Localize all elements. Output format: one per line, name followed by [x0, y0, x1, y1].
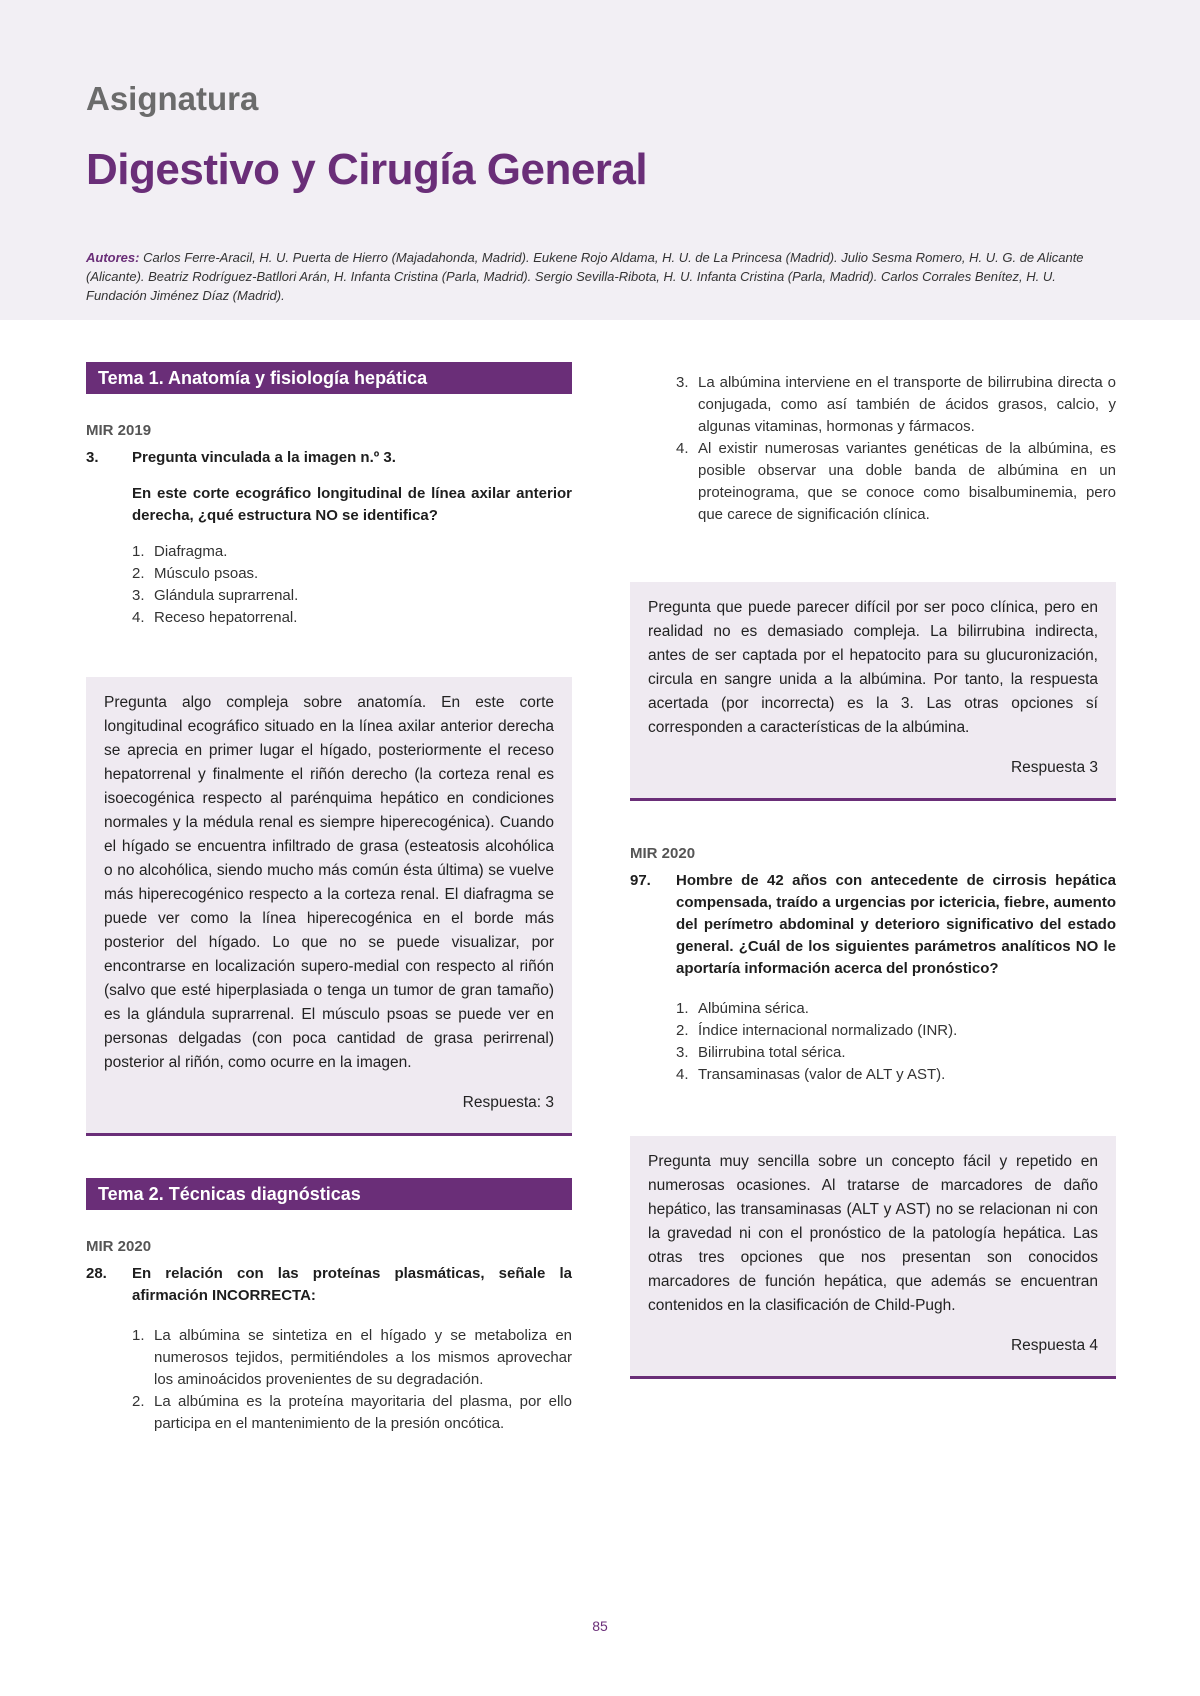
subject-label: Asignatura	[86, 80, 259, 117]
section-heading-tema-2: Tema 2. Técnicas diagnósticas	[86, 1178, 572, 1210]
option-item: 3. Glándula suprarrenal.	[132, 587, 299, 604]
option-item: 3. Bilirrubina total sérica.	[676, 1044, 846, 1061]
exam-year: MIR 2020	[86, 1238, 152, 1255]
answer-label: Respuesta: 3	[462, 1094, 554, 1111]
left-column	[86, 362, 572, 1435]
option-item: 2. La albúmina es la proteína mayoritaria del plasma, por ello participa en el mantenimiento de la presión oncótica.	[132, 1393, 572, 1432]
options-list	[676, 998, 1116, 1086]
section-heading-tema-1: Tema 1. Anatomía y fisiología hepática	[86, 362, 572, 394]
explanation-text: Pregunta que puede parecer difícil por ser poco clínica, pero en realidad no es demasiado compleja. La bilirrubina indirecta, antes de ser captada por el hepatocito para su glucuronización, circula en sangre unida a la albúmina. Por tanto, la respuesta acertada (por incorrecta) es la 3. Las otras opciones sí corresponden a características de la albúmina.	[648, 599, 1098, 736]
explanation-box	[86, 677, 572, 1136]
question-28	[86, 1263, 572, 1307]
authors	[86, 248, 1096, 305]
option-item: 1. Diafragma.	[132, 543, 228, 560]
option-item: 3. La albúmina interviene en el transporte de bilirrubina directa o conjugada, como así también de ácidos grasos, calcio, y algunas vitaminas, hormonas y fármacos.	[676, 374, 1116, 435]
exam-year: MIR 2020	[630, 845, 696, 862]
answer-label: Respuesta 4	[1010, 1337, 1098, 1354]
authors-text: Carlos Ferre-Aracil, H. U. Puerta de Hierro (Majadahonda, Madrid). Eukene Rojo Aldama, H. U. de La Princesa (Madrid). Julio Sesma Romero, H. U. G. de Alicante (Alicante). Beatriz Rodríguez-Batllori Arán, H. Infanta Cristina (Parla, Madrid). Sergio Sevilla-Ribota, H. U. Infanta Cristina (Parla, Madrid). Carlos Corrales Benítez, H. U. Fundación Jiménez Díaz (Madrid).	[86, 250, 1084, 303]
options-list	[132, 1325, 572, 1435]
options-list	[132, 541, 572, 629]
option-item: 1. Albúmina sérica.	[676, 1000, 809, 1017]
question-stem: Hombre de 42 años con antecedente de cirrosis hepática compensada, traído a urgencias por ictericia, fiebre, aumento del perímetro abdominal y deterioro significativo del estado general. ¿Cuál de los siguientes parámetros analíticos NO le aportaría información acerca del pronóstico?	[676, 872, 1116, 977]
option-item: 4. Al existir numerosas variantes genéticas de la albúmina, es posible observar una doble banda de albúmina en un proteinograma, que se conoce como bisalbuminemia, pero que carece de significación clínica.	[676, 440, 1116, 523]
question-number: 3.	[86, 449, 99, 466]
option-item: 4. Transaminasas (valor de ALT y AST).	[676, 1066, 946, 1083]
option-item: 1. La albúmina se sintetiza en el hígado y se metaboliza en numerosos tejidos, permitiéndoles a los mismos aprovechar los aminoácidos provenientes de su degradación.	[132, 1327, 572, 1388]
question-number: 28.	[86, 1265, 107, 1282]
explanation-text: Pregunta muy sencilla sobre un concepto fácil y repetido en numerosas ocasiones. Al tratarse de marcadores de daño hepático, las transaminasas (ALT y AST) no se relacionan ni con la gravedad ni con el pronóstico de la patología hepática. Las otras tres opciones que nos presentan son conocidos marcadores de función hepática, que además se encuentran contenidos en la clasificación de Child-Pugh.	[648, 1153, 1098, 1314]
right-column	[630, 372, 1116, 1379]
option-item: 2. Músculo psoas.	[132, 565, 259, 582]
answer-label: Respuesta 3	[1010, 759, 1098, 776]
question-3	[86, 447, 572, 469]
page-title: Digestivo y Cirugía General	[86, 145, 648, 194]
option-item: 2. Índice internacional normalizado (INR).	[676, 1022, 958, 1039]
explanation-text: Pregunta algo compleja sobre anatomía. En este corte longitudinal ecográfico situado en la línea axilar anterior derecha se aprecia en primer lugar el hígado, posteriormente el receso hepatorrenal y finalmente el riñón derecho (la corteza renal es isoecogénica respecto al parénquima hepático en condiciones normales y la médula renal es siempre hiperecogénica). Cuando el hígado se encuentra infiltrado de grasa (esteatosis alcohólica o no alcohólica, siendo mucho más común ésta última) se vuelve más hiperecogénico respecto a la corteza renal. El diafragma se puede ver como la línea hiperecogénica en el borde más posterior del hígado. Lo que no se puede visualizar, por encontrarse en localización supero-medial con respecto al riñón (salvo que esté hiperplasiada o tenga un tumor de gran tamaño) es la glándula suprarrenal. El músculo psoas se puede ver en personas delgadas (con poca cantidad de grasa perirrenal) posterior al riñón, como ocurre en la imagen.	[104, 694, 554, 1071]
question-97	[630, 870, 1116, 980]
question-number: 97.	[630, 872, 651, 889]
exam-year: MIR 2019	[86, 422, 152, 439]
question-subtext: En este corte ecográfico longitudinal de línea axilar anterior derecha, ¿qué estructura NO se identifica?	[132, 485, 572, 524]
option-item: 4. Receso hepatorrenal.	[132, 609, 298, 626]
explanation-box	[630, 582, 1116, 801]
authors-label: Autores:	[86, 250, 140, 265]
options-list-continued	[676, 372, 1116, 526]
page-number: 85	[592, 1618, 608, 1634]
question-stem: En relación con las proteínas plasmáticas, señale la afirmación INCORRECTA:	[132, 1265, 572, 1304]
explanation-box	[630, 1136, 1116, 1379]
question-stem: Pregunta vinculada a la imagen n.º 3.	[132, 449, 396, 466]
